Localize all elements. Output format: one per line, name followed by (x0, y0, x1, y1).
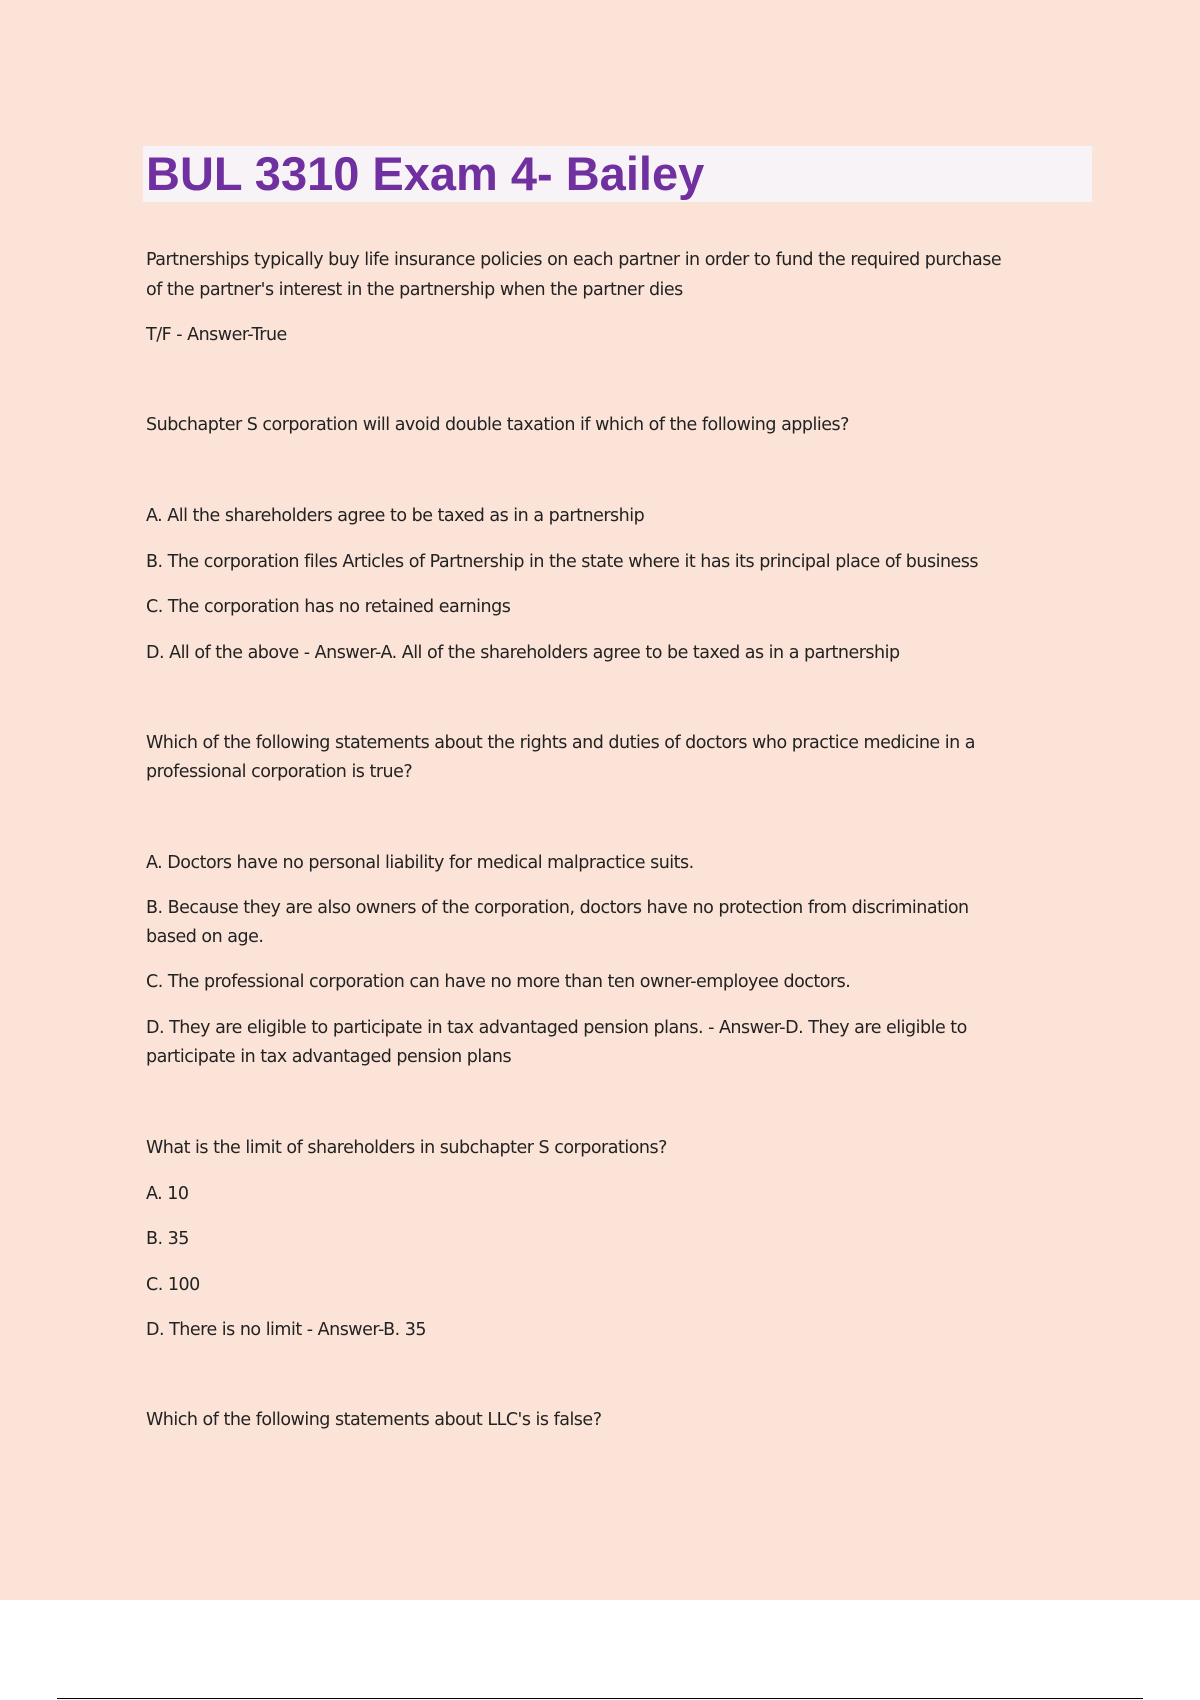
q2-option-a: A. All the shareholders agree to be taxed as in a partnership (146, 506, 645, 526)
q3-text-line1: Which of the following statements about the rights and duties of doctors who practice medicine in a (146, 733, 975, 753)
q1-text-line2: of the partner's interest in the partnership when the partner dies (146, 280, 683, 300)
q2-option-c: C. The corporation has no retained earnings (146, 597, 511, 617)
q4-option-c: C. 100 (146, 1275, 200, 1295)
footer-divider (57, 1698, 1143, 1699)
q3-option-a: A. Doctors have no personal liability for medical malpractice suits. (146, 853, 694, 873)
q5-text: Which of the following statements about LLC's is false? (146, 1410, 602, 1430)
q1-answer: T/F - Answer-True (146, 325, 287, 345)
q4-option-d: D. There is no limit - Answer-B. 35 (146, 1320, 427, 1340)
q1-text-line1: Partnerships typically buy life insurance policies on each partner in order to fund the required purchase (146, 250, 1002, 270)
q3-option-b-line1: B. Because they are also owners of the corporation, doctors have no protection from discrimination (146, 898, 969, 918)
q4-text: What is the limit of shareholders in subchapter S corporations? (146, 1138, 667, 1158)
q3-option-d-line2: participate in tax advantaged pension plans (146, 1047, 512, 1067)
q2-option-b: B. The corporation files Articles of Partnership in the state where it has its principal place of business (146, 552, 979, 572)
document-title: BUL 3310 Exam 4- Bailey (146, 147, 705, 200)
q3-text-line2: professional corporation is true? (146, 762, 413, 782)
q3-option-d-line1: D. They are eligible to participate in tax advantaged pension plans. - Answer-D. They are eligible to (146, 1018, 967, 1038)
q2-text: Subchapter S corporation will avoid double taxation if which of the following applies? (146, 415, 849, 435)
q2-option-d: D. All of the above - Answer-A. All of the shareholders agree to be taxed as in a partnership (146, 643, 900, 663)
q3-option-c: C. The professional corporation can have no more than ten owner-employee doctors. (146, 972, 851, 992)
q4-option-a: A. 10 (146, 1184, 189, 1204)
q3-option-b-line2: based on age. (146, 927, 264, 947)
q4-option-b: B. 35 (146, 1229, 189, 1249)
